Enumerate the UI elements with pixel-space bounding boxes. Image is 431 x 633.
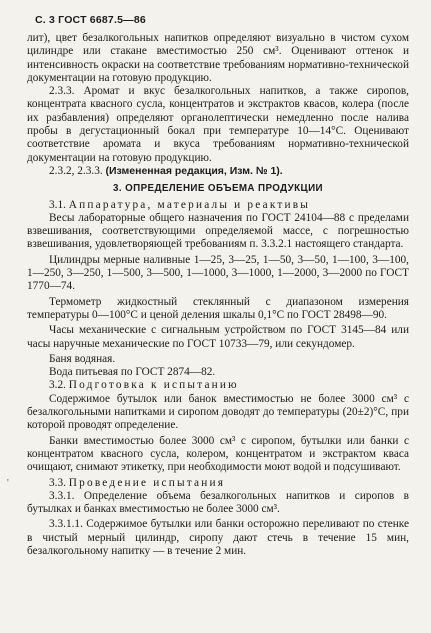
- section-heading: 3. ОПРЕДЕЛЕНИЕ ОБЪЕМА ПРОДУКЦИИ: [113, 183, 323, 195]
- amendment-bold: (Измененная редакция, Изм. № 1).: [105, 164, 283, 177]
- paragraph-3-3-1-1: 3.3.1.1. Содержимое бутылки или банки осторожно переливают по стенке в чистый мерный цилиндр, сиропу дают стечь в течение 15 мин, безалкогольному напитку — в течение 2 мин.: [27, 518, 409, 557]
- subsection-3-2-title: [27, 379, 409, 392]
- paragraph-prep-2: Банки вместимостью более 3000 см³ с сиропом, бутылки или банки с концентратом квасного сусла, колером, концентратом и экстрактом кваса очищают, снимают этикетку, при необходимости моют водой и подсушивают.: [27, 434, 409, 474]
- subsection-3-3-title: [27, 477, 409, 490]
- subsection-title: Подготовка к испытанию: [68, 379, 239, 392]
- paragraph-3-3-1: 3.3.1. Определение объема безалкогольных напитков и сиропов в бутылках и банках вместимостью не более 3000 см³.: [27, 489, 409, 516]
- subsection-title: Аппаратура, материалы и реактивы: [68, 198, 311, 211]
- amendment-note: [27, 165, 409, 178]
- subsection-number: 3.3.: [49, 476, 66, 489]
- page-header: С. 3 ГОСТ 6687.5—86: [35, 14, 146, 26]
- paragraph-cylinders: Цилиндры мерные наливные 1—25, 3—25, 1—50, 3—50, 1—100, 3—100, 1—250, 3—250, 1—500, 3—500, 1—1000, 3—1000, 1—2000, 3—2000 по ГОСТ 1770—74.: [27, 253, 409, 293]
- paragraph-bath: Баня водяная.: [49, 352, 116, 365]
- subsection-3-1-title: [27, 199, 409, 212]
- margin-mark: ': [7, 478, 9, 489]
- amendment-ref: 2.3.2, 2.3.3.: [49, 164, 103, 177]
- paragraph-aroma-taste: 2.3.3. Аромат и вкус безалкогольных напитков, а также сиропов, концентрата квасного сусла, концентратов и экстрактов квасов, колера (после их разбавления) определяют органолептически немедленно после налива пробы в дегустационный бокал при температуре 10—14°С. Оценивают соответствие аромата и вкуса требованиям нормативно-технической документации на готовую продукцию.: [27, 85, 409, 164]
- paragraph-water: Вода питьевая по ГОСТ 2874—82.: [49, 366, 216, 379]
- paragraph-prep-1: Содержимое бутылок или банок вместимостью не более 3000 см³ с безалкогольными напитками и сиропом доводят до температуры (20±2)°С, при которой проводят определение.: [27, 392, 409, 432]
- subsection-title: Проведение испытания: [68, 476, 226, 489]
- paragraph-clock: Часы механические с сигнальным устройством по ГОСТ 3145—84 или часы наручные механические по ГОСТ 10733—79, или секундомер.: [27, 324, 409, 350]
- paragraph-color: лит), цвет безалкогольных напитков определяют визуально в чистом сухом цилиндре или стакане вместимостью 250 см³. Оценивают оттенок и интенсивность окраски на соответствие требованиям нормативно-технической документации на готовую продукцию.: [27, 32, 409, 84]
- paragraph-thermometer: Термометр жидкостный стеклянный с диапазоном измерения температуры 0—100°С и ценой деления шкалы 0,1°С по ГОСТ 28498—90.: [27, 295, 409, 321]
- paragraph-scales: Весы лабораторные общего назначения по ГОСТ 24104—88 с пределами взвешивания, соответствующими определяемой массе, с погрешностью взвешивания, удовлетворяющей требованиям п. 3.3.2.1 настоящего стандарта.: [27, 211, 409, 251]
- subsection-number: 3.2.: [49, 379, 66, 392]
- subsection-number: 3.1.: [49, 198, 66, 211]
